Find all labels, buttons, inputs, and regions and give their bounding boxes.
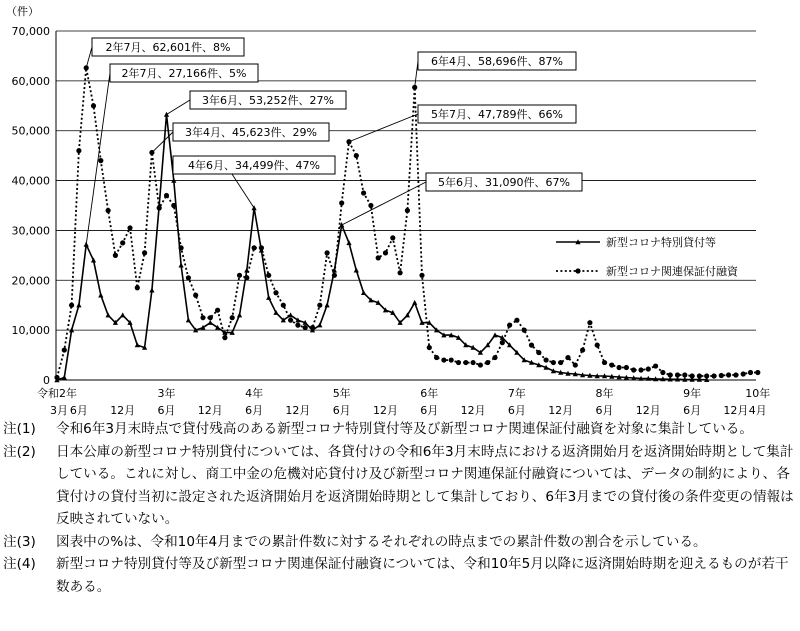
point-special-loan: [346, 240, 351, 245]
legend-marker-guaranteed-loan: [575, 268, 580, 273]
y-tick-label: 30,000: [11, 224, 50, 238]
point-special-loan: [98, 292, 103, 297]
point-guaranteed-loan: [376, 255, 381, 260]
annotation-label: 4年6月、34,499件、47%: [188, 159, 320, 172]
point-guaranteed-loan: [310, 325, 315, 330]
point-guaranteed-loan: [208, 315, 213, 320]
x-month-label: 6月: [157, 404, 176, 417]
x-year-label: 9年: [683, 387, 702, 400]
annotation-label: 5年7月、47,789件、66%: [431, 108, 563, 121]
point-guaranteed-loan: [726, 372, 731, 377]
point-special-loan: [186, 317, 191, 322]
point-guaranteed-loan: [179, 245, 184, 250]
y-axis-ticks: [12, 25, 51, 387]
point-guaranteed-loan: [704, 373, 709, 378]
annotation-leader: [349, 114, 418, 142]
point-guaranteed-loan: [500, 340, 505, 345]
point-guaranteed-loan: [273, 290, 278, 295]
point-special-loan: [325, 302, 330, 307]
point-guaranteed-loan: [492, 355, 497, 360]
note-text: 新型コロナ特別貸付等及び新型コロナ関連保証付融資については、令和10年5月以降に返済開始時期を迎えるものが若干数ある。: [56, 556, 789, 595]
note-label: 注(3): [3, 533, 36, 550]
series-layer: [54, 65, 760, 382]
point-guaranteed-loan: [668, 372, 673, 377]
point-guaranteed-loan: [69, 303, 74, 308]
x-year-label: 8年: [595, 387, 614, 400]
y-tick-label: 40,000: [11, 174, 50, 188]
point-guaranteed-loan: [529, 343, 534, 348]
y-tick-label: 0: [43, 374, 50, 387]
x-month-label: 12月: [635, 404, 661, 417]
point-guaranteed-loan: [361, 190, 366, 195]
point-guaranteed-loan: [551, 360, 556, 365]
annotation-leader: [342, 182, 426, 225]
point-guaranteed-loan: [237, 273, 242, 278]
point-guaranteed-loan: [441, 357, 446, 362]
annotation-label: 3年6月、53,252件、27%: [202, 94, 334, 107]
point-special-loan: [237, 312, 242, 317]
point-guaranteed-loan: [164, 193, 169, 198]
x-month-label: 3月: [50, 404, 68, 417]
point-special-loan: [62, 375, 67, 380]
point-guaranteed-loan: [675, 372, 680, 377]
point-guaranteed-loan: [317, 303, 322, 308]
point-guaranteed-loan: [624, 365, 629, 370]
notes: [0, 418, 800, 598]
point-guaranteed-loan: [222, 335, 227, 340]
legend-label-special-loan: 新型コロナ特別貸付等: [606, 236, 716, 249]
x-year-label: 3年: [157, 387, 176, 400]
point-guaranteed-loan: [558, 360, 563, 365]
point-guaranteed-loan: [419, 273, 424, 278]
point-guaranteed-loan: [602, 360, 607, 365]
point-guaranteed-loan: [390, 235, 395, 240]
point-special-loan: [266, 295, 271, 300]
x-year-label: 4年: [245, 387, 264, 400]
point-guaranteed-loan: [573, 362, 578, 367]
x-axis-labels: [37, 386, 770, 417]
point-guaranteed-loan: [638, 367, 643, 372]
note-label: 注(1): [3, 421, 36, 437]
x-month-label: 6月: [683, 404, 702, 417]
annotation-label: 3年4月、45,623件、29%: [185, 126, 317, 139]
point-special-loan: [317, 322, 322, 327]
point-guaranteed-loan: [697, 373, 702, 378]
x-month-label: 4月: [748, 404, 767, 417]
x-month-label: 6月: [245, 404, 264, 417]
point-guaranteed-loan: [456, 360, 461, 365]
point-guaranteed-loan: [434, 355, 439, 360]
point-guaranteed-loan: [295, 323, 300, 328]
point-guaranteed-loan: [281, 303, 286, 308]
point-special-loan: [208, 320, 213, 325]
point-guaranteed-loan: [120, 240, 125, 245]
point-guaranteed-loan: [106, 208, 111, 213]
x-month-label: 6月: [507, 404, 526, 417]
point-guaranteed-loan: [427, 345, 432, 350]
annotation-leader: [232, 174, 254, 208]
note-text: 日本公庫の新型コロナ特別貸付については、各貸付けの令和6年3月末時点における返済開始月を返済開始時期として集計している。これに対し、商工中金の危機対応貸付け及び新型コロナ関連保証付融資については、データの制約により、各貸付けの貸付当初に設定された返済開始月を返済開始時期として集計しており、6年3月までの貸付後の条件変更の情報は反映されていない。: [56, 443, 794, 527]
x-month-label: 6月: [69, 404, 88, 417]
point-guaranteed-loan: [339, 200, 344, 205]
x-year-label: 5年: [332, 387, 351, 400]
point-guaranteed-loan: [514, 318, 519, 323]
x-month-label: 12月: [373, 404, 398, 417]
point-special-loan: [412, 300, 417, 305]
point-guaranteed-loan: [690, 373, 695, 378]
point-guaranteed-loan: [565, 355, 570, 360]
point-guaranteed-loan: [631, 367, 636, 372]
point-guaranteed-loan: [332, 273, 337, 278]
point-special-loan: [149, 287, 154, 292]
note-text: 令和6年3月末時点で貸付残高のある新型コロナ特別貸付等及び新型コロナ関連保証付融資を対象に集計している。: [56, 421, 753, 437]
point-special-loan: [76, 302, 81, 307]
note-label: 注(4): [3, 556, 36, 572]
point-guaranteed-loan: [522, 328, 527, 333]
x-month-label: 12月: [285, 404, 311, 417]
point-special-loan: [106, 312, 111, 317]
point-guaranteed-loan: [463, 360, 468, 365]
point-guaranteed-loan: [711, 373, 716, 378]
x-month-label: 6月: [595, 404, 614, 417]
x-year-label: 6年: [420, 387, 439, 400]
point-guaranteed-loan: [76, 148, 81, 153]
y-unit-label: （件）: [6, 5, 39, 18]
note-1: [0, 418, 800, 441]
point-guaranteed-loan: [127, 225, 132, 230]
annotation-leader: [86, 73, 110, 245]
legend-label-guaranteed-loan: 新型コロナ関連保証付融資: [606, 265, 738, 278]
point-guaranteed-loan: [325, 250, 330, 255]
series-line-guaranteed-loan: [57, 68, 758, 378]
point-guaranteed-loan: [617, 365, 622, 370]
legend: [556, 235, 739, 278]
x-month-label: 12月: [110, 404, 136, 417]
point-guaranteed-loan: [536, 350, 541, 355]
annotations-layer: [86, 38, 582, 245]
y-tick-label: 20,000: [11, 274, 50, 288]
point-guaranteed-loan: [259, 245, 264, 250]
point-guaranteed-loan: [266, 273, 271, 278]
point-guaranteed-loan: [755, 370, 760, 375]
point-special-loan: [361, 290, 366, 295]
point-special-loan: [492, 332, 497, 337]
point-guaranteed-loan: [646, 366, 651, 371]
x-month-label: 6月: [332, 404, 351, 417]
note-label: 注(2): [3, 443, 36, 460]
x-year-label: 7年: [507, 387, 526, 400]
point-guaranteed-loan: [368, 203, 373, 208]
y-tick-label: 70,000: [11, 25, 50, 38]
annotation-label: 5年6月、31,090件、67%: [438, 176, 570, 189]
note-3: [0, 531, 800, 554]
note-text: 図表中の%は、令和10年4月までの累計件数に対するそれぞれの時点までの累計件数の割合を示している。: [56, 533, 707, 550]
point-guaranteed-loan: [485, 360, 490, 365]
point-guaranteed-loan: [405, 208, 410, 213]
point-guaranteed-loan: [230, 315, 235, 320]
y-tick-label: 10,000: [11, 324, 50, 338]
point-special-loan: [120, 312, 125, 317]
point-guaranteed-loan: [748, 370, 753, 375]
y-tick-label: 50,000: [11, 124, 50, 138]
point-special-loan: [179, 263, 184, 268]
point-guaranteed-loan: [171, 203, 176, 208]
x-month-label: 6月: [420, 404, 439, 417]
annotation-leader: [86, 47, 92, 68]
note-4: [0, 553, 800, 598]
point-guaranteed-loan: [303, 325, 308, 330]
point-guaranteed-loan: [733, 372, 738, 377]
point-guaranteed-loan: [157, 205, 162, 210]
point-guaranteed-loan: [193, 293, 198, 298]
point-guaranteed-loan: [186, 275, 191, 280]
point-guaranteed-loan: [252, 245, 257, 250]
annotation-label: 2年7月、27,166件、5%: [121, 67, 247, 80]
point-guaranteed-loan: [244, 275, 249, 280]
point-guaranteed-loan: [544, 357, 549, 362]
point-special-loan: [91, 258, 96, 263]
point-guaranteed-loan: [449, 357, 454, 362]
point-guaranteed-loan: [741, 371, 746, 376]
point-guaranteed-loan: [54, 375, 59, 380]
x-month-label: 12月: [548, 404, 574, 417]
point-special-loan: [354, 268, 359, 273]
point-guaranteed-loan: [288, 318, 293, 323]
point-guaranteed-loan: [142, 250, 147, 255]
point-guaranteed-loan: [580, 347, 585, 352]
point-guaranteed-loan: [660, 370, 665, 375]
point-guaranteed-loan: [653, 363, 658, 368]
point-guaranteed-loan: [113, 253, 118, 258]
point-guaranteed-loan: [595, 343, 600, 348]
note-2: [0, 441, 800, 531]
x-year-label: 令和2年: [37, 387, 77, 400]
point-guaranteed-loan: [215, 308, 220, 313]
annotation-label: 2年7月、62,601件、8%: [105, 41, 231, 54]
point-guaranteed-loan: [62, 347, 67, 352]
point-guaranteed-loan: [507, 323, 512, 328]
point-guaranteed-loan: [135, 285, 140, 290]
point-guaranteed-loan: [98, 158, 103, 163]
annotation-label: 6年4月、58,696件、87%: [431, 55, 563, 68]
point-guaranteed-loan: [383, 250, 388, 255]
point-guaranteed-loan: [478, 362, 483, 367]
point-guaranteed-loan: [354, 153, 359, 158]
point-special-loan: [135, 342, 140, 347]
point-guaranteed-loan: [609, 362, 614, 367]
x-month-label: 12月: [197, 404, 223, 417]
x-month-label: 12月: [723, 404, 749, 417]
annotation-leader: [167, 100, 191, 115]
x-year-label: 10年: [745, 387, 771, 400]
point-guaranteed-loan: [587, 320, 592, 325]
point-guaranteed-loan: [682, 372, 687, 377]
point-guaranteed-loan: [200, 315, 205, 320]
x-month-label: 12月: [460, 404, 486, 417]
point-guaranteed-loan: [91, 103, 96, 108]
point-guaranteed-loan: [719, 373, 724, 378]
point-guaranteed-loan: [398, 270, 403, 275]
y-tick-label: 60,000: [11, 74, 50, 88]
point-guaranteed-loan: [471, 360, 476, 365]
